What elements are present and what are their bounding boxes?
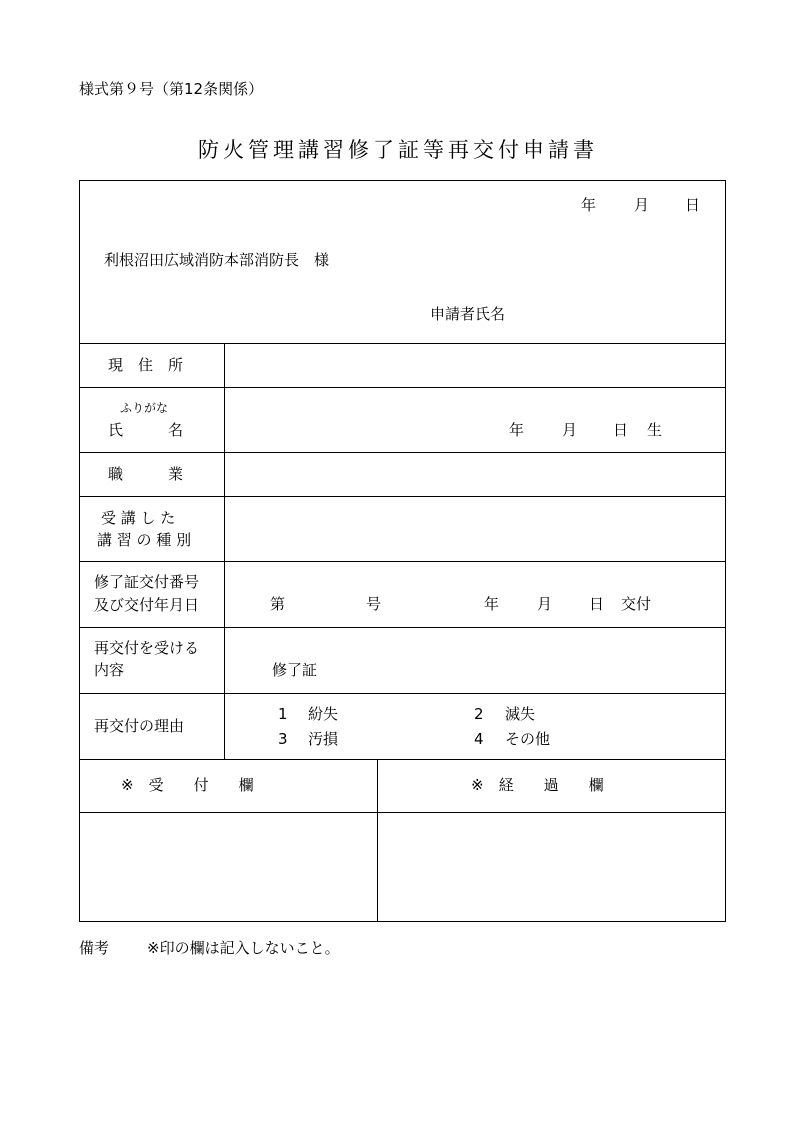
cert-number-label-line2: 及び交付年月日 (94, 596, 200, 614)
applicant-name-label: 申請者氏名 (430, 305, 506, 323)
label-column-divider (224, 343, 225, 759)
cert-year-label: 年 (484, 595, 500, 613)
row-divider (79, 452, 726, 453)
name-field[interactable] (226, 389, 496, 450)
row-divider (79, 561, 726, 562)
reissue-content-label-line1: 再交付を受ける (94, 639, 200, 657)
row-divider (79, 627, 726, 628)
page-title: 防火管理講習修了証等再交付申請書 (198, 138, 598, 162)
row-divider (79, 759, 726, 760)
course-type-label-line2: 講 習 の 種 別 (97, 531, 192, 549)
row-divider (79, 343, 726, 344)
reception-box (81, 814, 375, 920)
reason-number: 4 (474, 730, 484, 748)
course-type-field[interactable] (226, 498, 724, 559)
reason-damaged[interactable]: 汚損 (308, 730, 339, 748)
note-text: ※印の欄は記入しないこと。 (147, 939, 340, 957)
cert-dai-label: 第 (270, 595, 286, 613)
reissue-content-value: 修了証 (272, 661, 318, 679)
name-label: 氏 名 (108, 421, 184, 439)
progress-box (379, 814, 724, 920)
progress-box-label: ※ 経 過 欄 (471, 776, 604, 794)
cert-number-label-line1: 修了証交付番号 (94, 573, 200, 591)
row-divider (79, 387, 726, 388)
birth-month-label: 月 (562, 421, 578, 439)
cert-issue-label: 交付 (621, 595, 652, 613)
reason-number: 1 (278, 705, 288, 723)
occupation-field[interactable] (226, 454, 724, 494)
birth-suffix: 生 (647, 421, 663, 439)
date-day-label: 日 (685, 196, 701, 214)
address-label: 現 住 所 (108, 356, 184, 374)
reason-lost[interactable]: 紛失 (308, 705, 339, 723)
reception-box-label: ※ 受 付 欄 (121, 776, 254, 794)
reissue-content-label-line2: 内容 (94, 661, 125, 679)
birth-year-label: 年 (509, 421, 525, 439)
furigana-label: ふりがな (120, 401, 169, 415)
row-divider (79, 812, 726, 813)
date-month-label: 月 (634, 196, 650, 214)
date-year-label: 年 (581, 196, 597, 214)
cert-month-label: 月 (537, 595, 553, 613)
reason-number: 2 (474, 705, 484, 723)
reason-destroyed[interactable]: 滅失 (505, 705, 536, 723)
addressee: 利根沼田広域消防本部消防長 様 (104, 251, 330, 269)
reason-label: 再交付の理由 (94, 717, 185, 735)
form-number: 様式第９号（第12条関係） (79, 80, 264, 98)
occupation-label: 職 業 (108, 465, 184, 483)
address-field[interactable] (226, 345, 724, 385)
note-label: 備考 (79, 939, 110, 957)
cert-day-label: 日 (589, 595, 605, 613)
cert-gou-label: 号 (366, 595, 382, 613)
reason-number: 3 (278, 730, 288, 748)
course-type-label-line1: 受 講 し た (101, 509, 176, 527)
row-divider (79, 693, 726, 694)
birth-day-label: 日 (613, 421, 629, 439)
row-divider (79, 496, 726, 497)
reason-other[interactable]: その他 (505, 730, 551, 748)
footer-column-divider (377, 759, 378, 922)
